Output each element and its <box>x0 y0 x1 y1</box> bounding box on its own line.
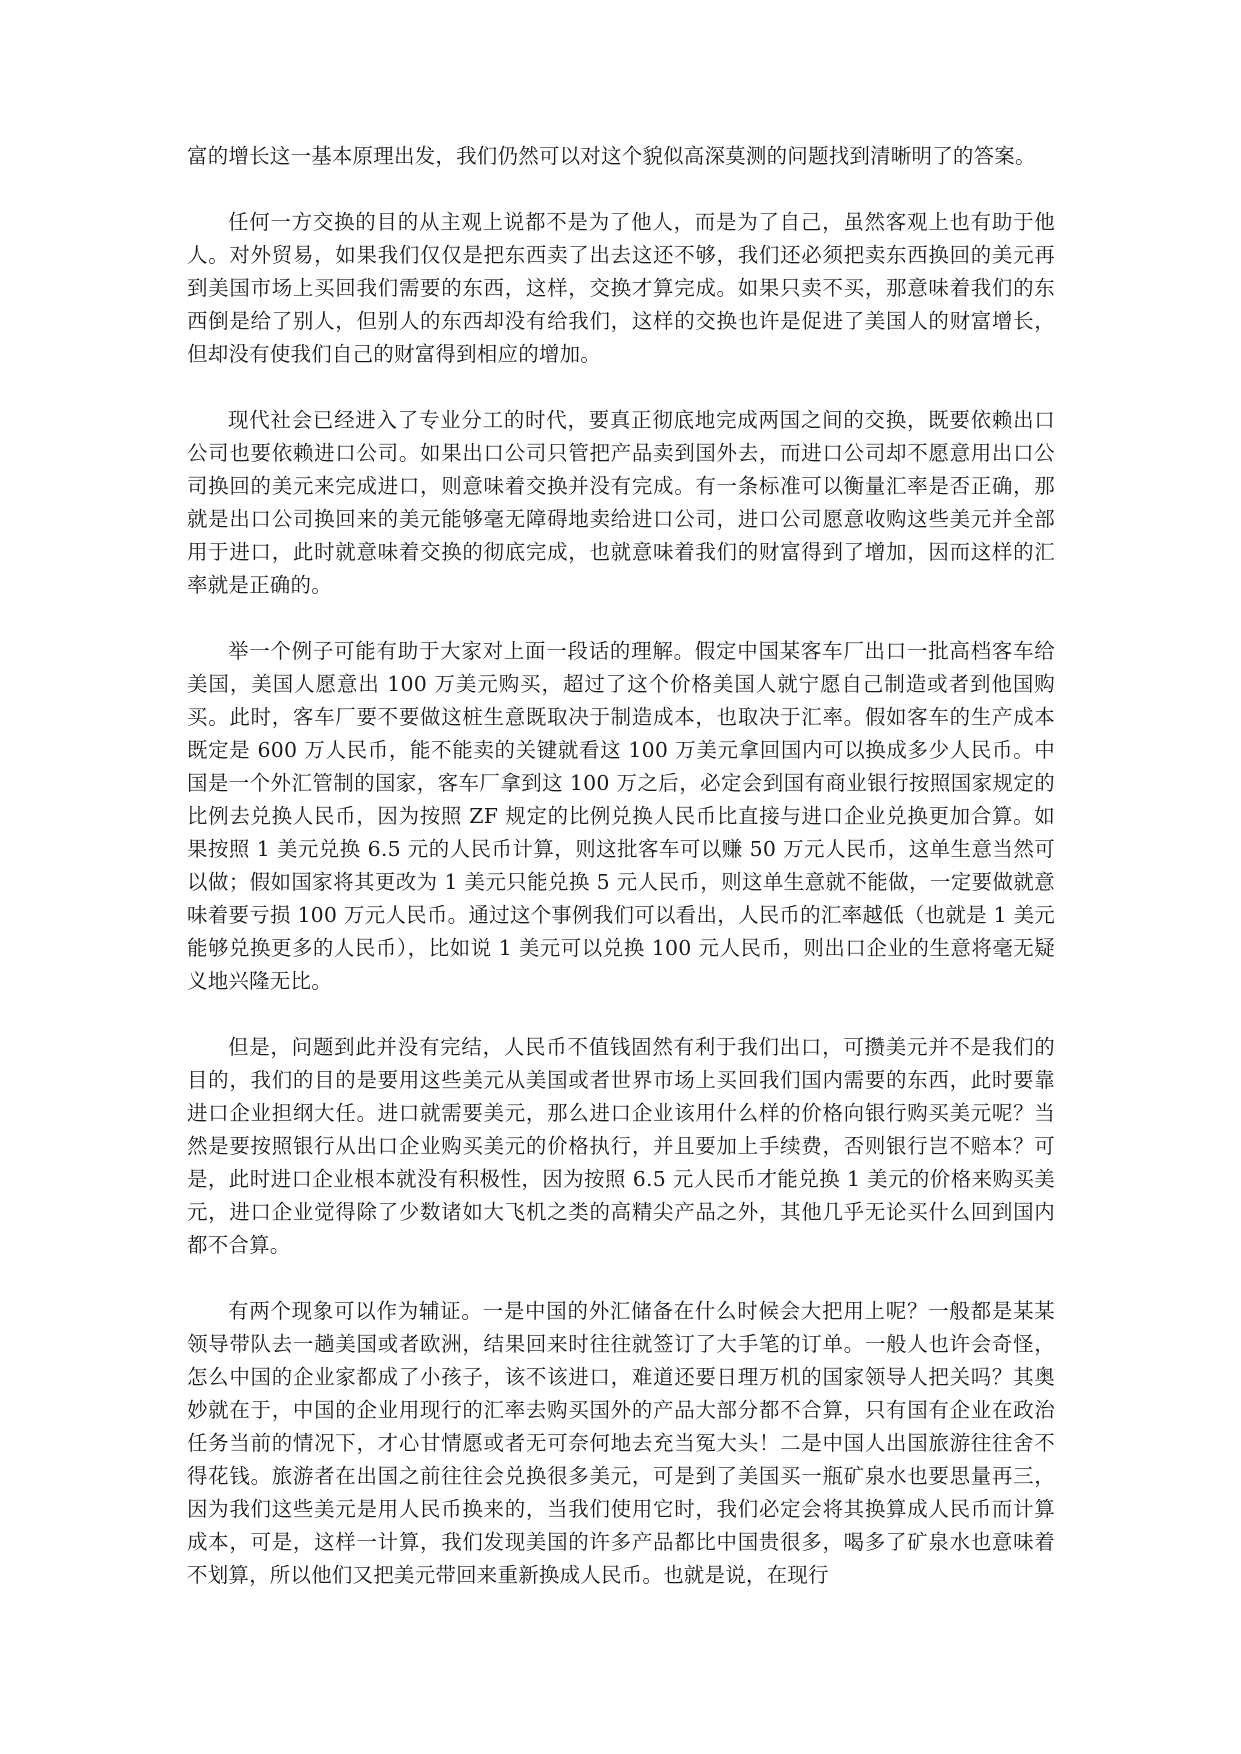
document-page <box>187 140 1055 1625</box>
paragraph-continuation: 富的增长这一基本原理出发，我们仍然可以对这个貌似高深莫测的问题找到清晰明了的答案。 <box>187 144 1036 168</box>
paragraph-exchange-purpose: 任何一方交换的目的从主观上说都不是为了他人，而是为了自己，虽然客观上也有助于他人。对外贸易，如果我们仅仅是把东西卖了出去这还不够，我们还必须把卖东西换回的美元再到美国市场上买回我们需要的东西，这样，交换才算完成。如果只卖不买，那意味着我们的东西倒是给了别人，但别人的东西却没有给我们，这样的交换也许是促进了美国人的财富增长，但却没有使我们自己的财富得到相应的增加。 <box>187 210 1055 366</box>
paragraph-two-phenomena: 有两个现象可以作为辅证。一是中国的外汇储备在什么时候会大把用上呢？一般都是某某领导带队去一趟美国或者欧洲，结果回来时往往就签订了大手笔的订单。一般人也许会奇怪，怎么中国的企业家都成了小孩子，该不该进口，难道还要日理万机的国家领导人把关吗？其奥妙就在于，中国的企业用现行的汇率去购买国外的产品大部分都不合算，只有国有企业在政治任务当前的情况下，才心甘情愿或者无可奈何地去充当冤大头！二是中国人出国旅游往往舍不得花钱。旅游者在出国之前往往会兑换很多美元，可是到了美国买一瓶矿泉水也要思量再三，因为我们这些美元是用人民币换来的，当我们使用它时，我们必定会将其换算成人民币而计算成本，可是，这样一计算，我们发现美国的许多产品都比中国贵很多，喝多了矿泉水也意味着不划算，所以他们又把美元带回来重新换成人民币。也就是说，在现行 <box>187 1299 1055 1587</box>
paragraph-bus-example: 举一个例子可能有助于大家对上面一段话的理解。假定中国某客车厂出口一批高档客车给美国，美国人愿意出 100 万美元购买，超过了这个价格美国人就宁愿自己制造或者到他国购买。此时，客车厂要不要做这桩生意既取决于制造成本，也取决于汇率。假如客车的生产成本既定是 600 万人民币，能不能卖的关键就看这 100 万美元拿回国内可以换成多少人民币。中国是一个外汇管制的国家，客车厂拿到这 100 万之后，必定会到国有商业银行按照国家规定的比例去兑换人民币，因为按照 ZF 规定的比例兑换人民币比直接与进口企业兑换更加合算。如果按照 1 美元兑换 6.5 元的人民币计算，则这批客车可以赚 50 万元人民币，这单生意当然可以做；假如国家将其更改为 1 美元只能兑换 5 元人民币，则这单生意就不能做，一定要做就意味着要亏损 100 万元人民币。通过这个事例我们可以看出，人民币的汇率越低（也就是 1 美元能够兑换更多的人民币），比如说 1 美元可以兑换 100 元人民币，则出口企业的生意将毫无疑义地兴隆无比。 <box>187 639 1055 993</box>
paragraph-import-problem: 但是，问题到此并没有完结，人民币不值钱固然有利于我们出口，可攒美元并不是我们的目的，我们的目的是要用这些美元从美国或者世界市场上买回我们国内需要的东西，此时要靠进口企业担纲大任。进口就需要美元，那么进口企业该用什么样的价格向银行购买美元呢？当然是要按照银行从出口企业购买美元的价格执行，并且要加上手续费，否则银行岂不赔本？可是，此时进口企业根本就没有积极性，因为按照 6.5 元人民币才能兑换 1 美元的价格来购买美元，进口企业觉得除了少数诸如大飞机之类的高精尖产品之外，其他几乎无论买什么回到国内都不合算。 <box>187 1035 1055 1257</box>
paragraph-specialization: 现代社会已经进入了专业分工的时代，要真正彻底地完成两国之间的交换，既要依赖出口公司也要依赖进口公司。如果出口公司只管把产品卖到国外去，而进口公司却不愿意用出口公司换回的美元来完成进口，则意味着交换并没有完成。有一条标准可以衡量汇率是否正确，那就是出口公司换回来的美元能够毫无障碍地卖给进口公司，进口公司愿意收购这些美元并全部用于进口，此时就意味着交换的彻底完成，也就意味着我们的财富得到了增加，因而这样的汇率就是正确的。 <box>187 408 1055 597</box>
